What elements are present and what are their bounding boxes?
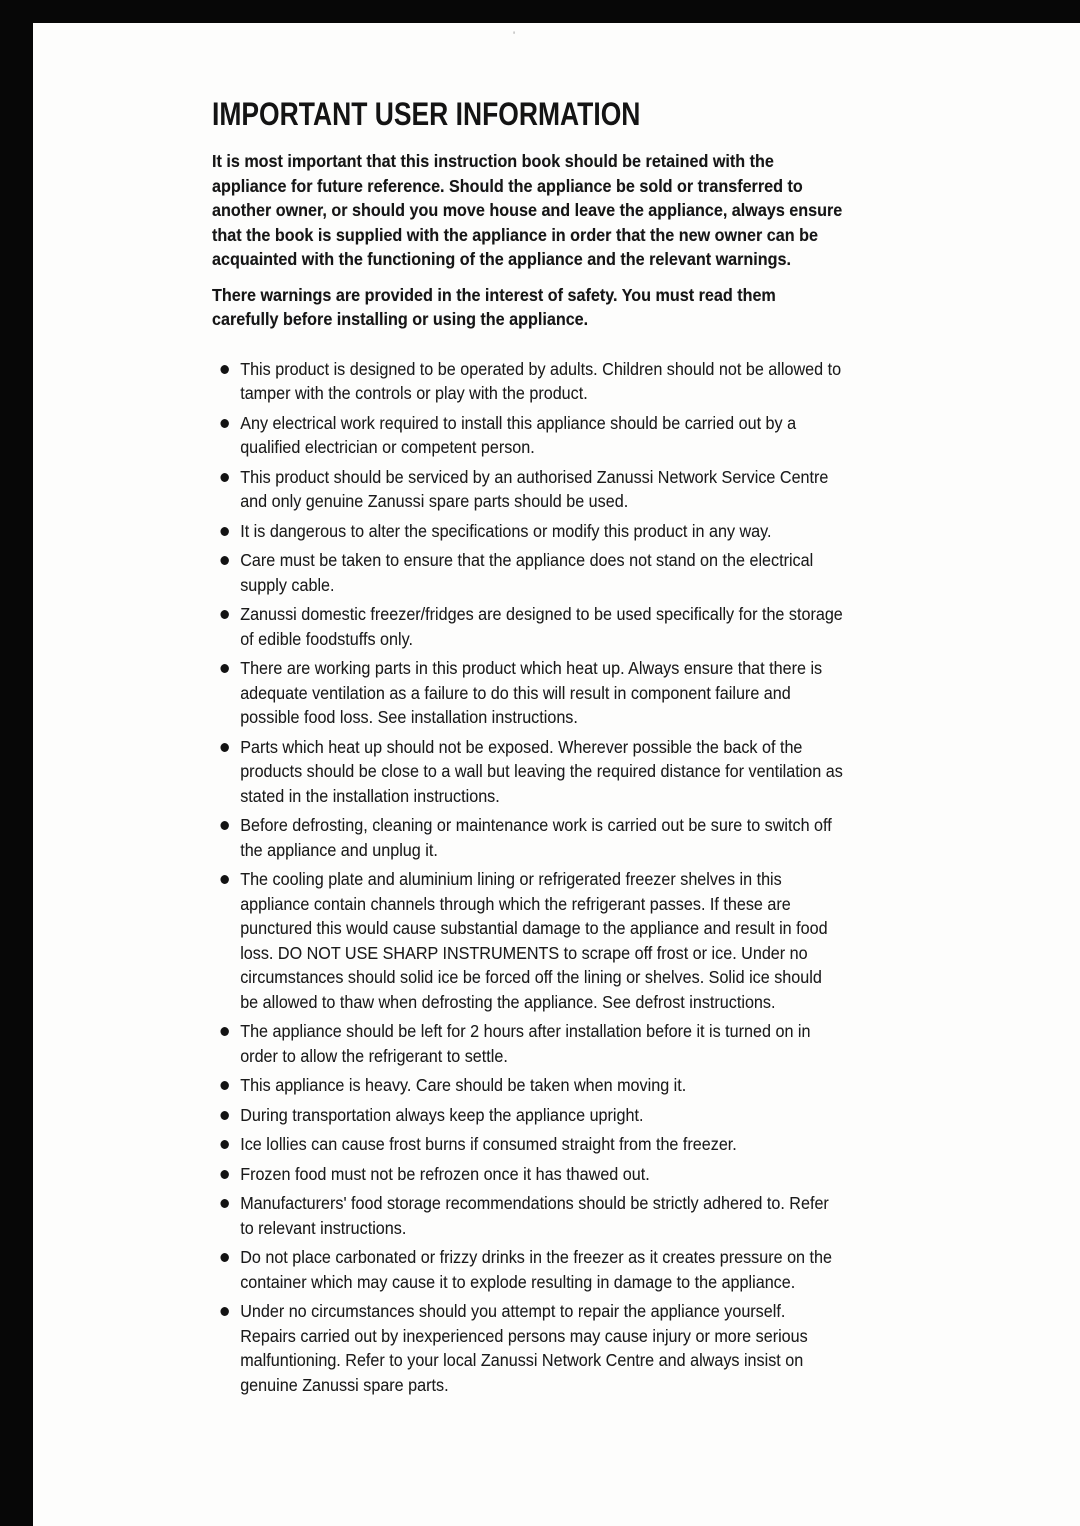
bullet-icon [220, 610, 228, 619]
list-item-text: Manufacturers' food storage recommendations should be strictly adhered to. Refer to relevant instructions. [240, 1193, 829, 1238]
intro-paragraph: It is most important that this instruction book should be retained with the appliance for future reference. Should the appliance be sold or transferred to another owner, or should you move house and leave the appliance, always ensure that the book is supplied with the appliance in order that the new owner can be acquainted with the functioning of the appliance and the relevant warnings. [212, 151, 843, 269]
bullet-icon [220, 1111, 228, 1120]
warning-list [212, 357, 844, 1398]
bullet-icon [220, 1307, 228, 1316]
list-item [212, 1019, 844, 1068]
list-item [212, 813, 844, 862]
bullet-icon [220, 1140, 228, 1149]
list-item-text: It is dangerous to alter the specifications or modify this product in any way. [240, 520, 772, 541]
bullet-icon [220, 527, 228, 536]
list-item [212, 357, 844, 406]
list-item-text: Do not place carbonated or frizzy drinks in the freezer as it creates pressure on the container which may cause it to explode resulting in damage to the appliance. [240, 1247, 833, 1292]
list-item-text: Parts which heat up should not be exposed. Wherever possible the back of the products should be close to a wall but leaving the required distance for ventilation as stated in the installation instructions. [240, 736, 843, 806]
intro-paragraph: There warnings are provided in the interest of safety. You must read them carefully before installing or using the appliance. [212, 284, 776, 329]
bullet-icon [220, 1081, 228, 1090]
list-item-text: During transportation always keep the appliance upright. [240, 1104, 644, 1125]
bullet-icon [220, 664, 228, 673]
list-item-text: Zanussi domestic freezer/fridges are designed to be used specifically for the storage of edible foodstuffs only. [240, 604, 843, 649]
bullet-icon [220, 473, 228, 482]
list-item [212, 1191, 844, 1240]
bullet-icon [220, 1199, 228, 1208]
bullet-icon [220, 365, 228, 374]
list-item [212, 465, 844, 514]
scan-artifact-mark: ' [513, 30, 516, 42]
bullet-icon [220, 556, 228, 565]
list-item [212, 867, 844, 1014]
list-item [212, 548, 844, 597]
list-item [212, 735, 844, 809]
list-item [212, 519, 844, 544]
list-item-text: Care must be taken to ensure that the appliance does not stand on the electrical supply cable. [240, 550, 814, 595]
list-item [212, 656, 844, 730]
list-item-text: Ice lollies can cause frost burns if consumed straight from the freezer. [240, 1134, 737, 1154]
list-item [212, 1073, 844, 1098]
bullet-icon [220, 821, 228, 830]
scan-edge-left [0, 0, 33, 1526]
list-item-text: Before defrosting, cleaning or maintenance work is carried out be sure to switch off the appliance and unplug it. [240, 815, 832, 860]
bullet-icon [220, 419, 228, 428]
bullet-icon [220, 875, 228, 884]
list-item-text: The cooling plate and aluminium lining or refrigerated freezer shelves in this appliance contain channels through which the refrigerant passes. If these are punctured this would cause substantial damage to the appliance and result in food loss. DO NOT USE SHARP INSTRUMENTS to scrape off frost or ice. Under no circumstances should solid ice be forced off the lining or shelves. Solid ice should be allowed to thaw when defrosting the appliance. See defrost instructions. [240, 869, 828, 1012]
bullet-icon [220, 743, 228, 752]
page-title: IMPORTANT USER INFORMATION [212, 96, 641, 132]
list-item-text: The appliance should be left for 2 hours after installation before it is turned on in order to allow the refrigerant to settle. [240, 1021, 811, 1066]
list-item [212, 1132, 844, 1157]
bullet-icon [220, 1253, 228, 1262]
list-item-text: Any electrical work required to install this appliance should be carried out by a qualified electrician or competent person. [240, 412, 797, 457]
list-item-text: Under no circumstances should you attempt to repair the appliance yourself. Repairs carried out by inexperienced persons may cause injury or more serious malfuntioning. Refer to your local Zanussi Network Centre and always insist on genuine Zanussi spare parts. [240, 1301, 808, 1395]
list-item [212, 1299, 844, 1397]
list-item-text: This product should be serviced by an authorised Zanussi Network Service Centre and only genuine Zanussi spare parts should be used. [240, 466, 829, 511]
list-item [212, 1162, 844, 1187]
list-item-text: This appliance is heavy. Care should be taken when moving it. [240, 1075, 687, 1095]
list-item [212, 1103, 844, 1128]
list-item-text: There are working parts in this product which heat up. Always ensure that there is adequate ventilation as a failure to do this will result in component failure and possible food loss. See installation instructions. [240, 658, 823, 727]
intro-paragraphs [212, 149, 844, 332]
list-item-text: This product is designed to be operated by adults. Children should not be allowed to tamper with the controls or play with the product. [240, 358, 842, 403]
bullet-icon [220, 1170, 228, 1179]
bullet-icon [220, 1027, 228, 1036]
page-content [212, 97, 844, 1402]
list-item [212, 411, 844, 460]
list-item-text: Frozen food must not be refrozen once it has thawed out. [240, 1163, 650, 1184]
list-item [212, 602, 844, 651]
scan-edge-top [0, 0, 1080, 23]
list-item [212, 1245, 844, 1294]
